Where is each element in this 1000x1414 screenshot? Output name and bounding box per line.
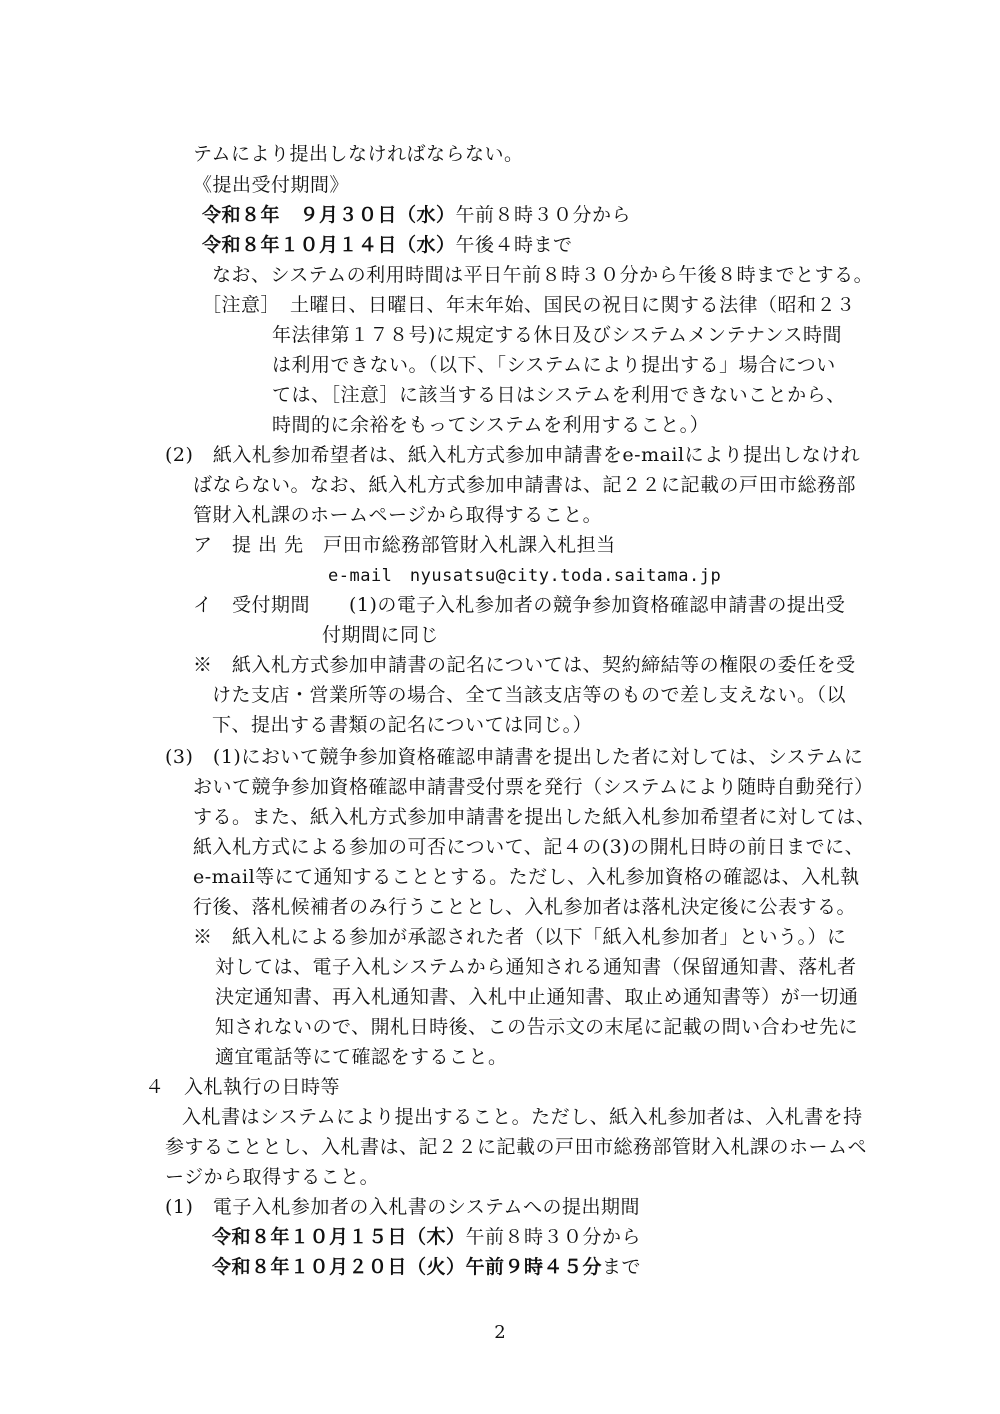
- section-4-line: 参することとし、入札書は、記２２に記載の戸田市総務部管財入札課のホームペ: [165, 1136, 868, 1158]
- item-2-line: (2) 紙入札参加希望者は、紙入札方式参加申請書をe-mailにより提出しなけれ: [165, 444, 861, 466]
- acceptance-period: 付期間に同じ: [322, 624, 440, 646]
- note-line: は利用できない。（以下、「システムにより提出する」場合につい: [272, 354, 836, 376]
- item-2-line: 管財入札課のホームページから取得すること。: [193, 504, 603, 526]
- period-start: 令和８年 ９月３０日（水）午前８時３０分から: [202, 204, 632, 226]
- remark-line: 決定通知書、再入札通知書、入札中止通知書、取止め通知書等）が一切通: [215, 986, 859, 1008]
- section-4-line: ージから取得すること。: [165, 1166, 380, 1188]
- period-start: 令和８年１０月１５日（木）午前８時３０分から: [212, 1226, 642, 1248]
- remark-line: 対しては、電子入札システムから通知される通知書（保留通知書、落札者: [215, 956, 857, 978]
- remark-line: ※ 紙入札による参加が承認された者（以下「紙入札参加者」という。）に: [193, 926, 847, 948]
- item-1-heading: (1) 電子入札参加者の入札書のシステムへの提出期間: [165, 1196, 641, 1218]
- item-3-line: 行後、落札候補者のみ行うこととし、入札参加者は落札決定後に公表する。: [193, 896, 857, 918]
- section-4-line: 入札書はシステムにより提出すること。ただし、紙入札参加者は、入札書を持: [182, 1106, 863, 1128]
- note-line: 時間的に余裕をもってシステムを利用すること。）: [272, 414, 710, 436]
- item-3-line: する。また、紙入札方式参加申請書を提出した紙入札参加希望者に対しては、: [193, 806, 876, 828]
- submission-address: ア 提 出 先 戸田市総務部管財入札課入札担当: [193, 534, 616, 556]
- item-3-line: e-mail等にて通知することとする。ただし、入札参加資格の確認は、入札執: [193, 866, 860, 888]
- remark-line: 適宜電話等にて確認をすること。: [215, 1046, 508, 1068]
- item-2-line: ばならない。なお、紙入札方式参加申請書は、記２２に記載の戸田市総務部: [193, 474, 857, 496]
- email-address: e-mail nyusatsu@city.toda.saitama.jp: [328, 566, 722, 586]
- item-3-line: 紙入札方式による参加の可否について、記４の(3)の開札日時の前日までに、: [193, 836, 865, 858]
- section-heading: 《提出受付期間》: [193, 174, 350, 196]
- section-4-heading: ４ 入札執行の日時等: [145, 1076, 341, 1098]
- page-number: 2: [494, 1322, 506, 1343]
- text-line: なお、システムの利用時間は平日午前８時３０分から午後８時までとする。: [212, 264, 874, 286]
- remark-line: けた支店・営業所等の場合、全て当該支店等のもので差し支えない。（以: [212, 684, 847, 706]
- acceptance-period: イ 受付期間 (1)の電子入札参加者の競争参加資格確認申請書の提出受: [193, 594, 846, 616]
- item-3-line: おいて競争参加資格確認申請書受付票を発行（システムにより随時自動発行）: [193, 776, 874, 798]
- note-line: 年法律第１７８号)に規定する休日及びシステムメンテナンス時間: [272, 324, 842, 346]
- period-end: 令和８年１０月１４日（水）午後４時まで: [202, 234, 573, 256]
- item-3-line: (3) (1)において競争参加資格確認申請書を提出した者に対しては、システムに: [165, 746, 864, 768]
- text-line: テムにより提出しなければならない。: [193, 143, 524, 165]
- remark-line: 知されないので、開札日時後、この告示文の末尾に記載の問い合わせ先に: [215, 1016, 859, 1038]
- remark-line: ※ 紙入札方式参加申請書の記名については、契約締結等の権限の委任を受: [193, 654, 856, 676]
- period-end: 令和８年１０月２０日（火）午前９時４５分まで: [212, 1256, 642, 1278]
- note-line: ては、［注意］に該当する日はシステムを利用できないことから、: [272, 384, 846, 406]
- note-line: ［注意］ 土曜日、日曜日、年末年始、国民の祝日に関する法律（昭和２３: [202, 294, 856, 316]
- remark-line: 下、提出する書類の記名については同じ。）: [212, 714, 593, 736]
